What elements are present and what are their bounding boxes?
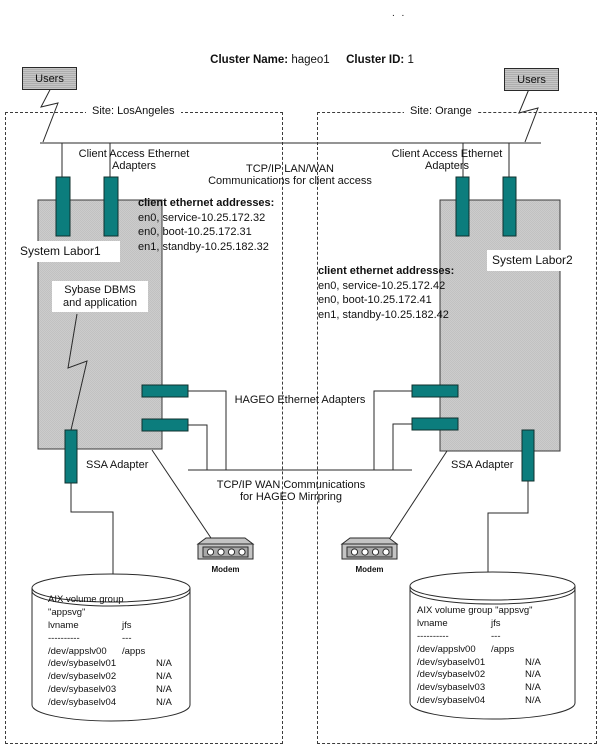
system-box-labor2 (440, 200, 560, 451)
modem-led (207, 549, 213, 555)
ssa-adapter (65, 430, 77, 483)
users-link-bolt-right (519, 89, 538, 142)
modem-top (342, 538, 397, 544)
lv-row: /dev/appslv00 /apps (417, 643, 515, 655)
volume-group-table-left (48, 594, 172, 710)
site-label-orange: Site: Orange (404, 105, 478, 117)
modem-led (351, 549, 357, 555)
disk-header: "appsvg" (48, 606, 86, 618)
modem-led (383, 549, 389, 555)
site-label-losangeles: Site: LosAngeles (86, 105, 181, 117)
cluster-id-value: 1 (407, 54, 414, 66)
address-line: en0, service-10.25.172.42 (318, 279, 446, 292)
cluster-name-value: hageo1 (291, 54, 330, 66)
lv-row: /dev/sybaselv02 N/A (48, 671, 172, 683)
hageo-adapter-wire (188, 425, 207, 470)
address-line: en0, boot-10.25.172.41 (318, 294, 432, 306)
disk-header: AIX volume group "appsvg" (417, 605, 533, 616)
cluster-id-label: Cluster ID: (346, 54, 405, 66)
modem-led (362, 549, 368, 555)
modem-led (372, 549, 378, 555)
ssa-adapter (522, 430, 534, 481)
lv-row: /dev/sybaselv04 N/A (417, 695, 541, 707)
modem-top (198, 538, 253, 544)
sybase-app-label: Sybase DBMS and application (52, 281, 148, 312)
disk-columns: lvname jfs (417, 617, 501, 629)
lv-row: /dev/sybaselv01 N/A (48, 658, 172, 670)
address-line: en0, boot-10.25.172.31 (138, 226, 252, 238)
modem-link-right (388, 451, 447, 541)
users-label: Users (35, 72, 64, 85)
lv-row: /dev/sybaselv02 N/A (417, 669, 541, 681)
client-adapters-label-left: Client Access Ethernet Adapters (78, 148, 190, 172)
client-addresses-right (318, 264, 454, 322)
ssa-disk-wire-left (71, 483, 113, 578)
ssa-adapter-label-right: SSA Adapter (451, 459, 514, 471)
ssa-disk-wire-right (488, 481, 528, 578)
address-line: en1, standby-10.25.182.42 (318, 308, 449, 321)
disk-columns: lvname jfs (48, 619, 132, 631)
client-ethernet-adapter (56, 177, 70, 236)
client-addresses-left (138, 196, 274, 254)
client-ethernet-adapter (456, 177, 469, 236)
users-box-left (22, 67, 77, 90)
cluster-name-label: Cluster Name: (210, 54, 289, 66)
stray-dots: . . (392, 8, 407, 19)
lv-row: /dev/sybaselv04 N/A (48, 697, 172, 709)
lv-row: /dev/sybaselv03 N/A (48, 684, 172, 696)
disk-header: AIX volume group (48, 594, 124, 605)
users-label: Users (517, 73, 546, 86)
modem-label-left: Modem (211, 565, 240, 574)
hageo-adapters-label: HAGEO Ethernet Adapters (234, 394, 366, 406)
address-line: en0, service-10.25.172.32 (138, 211, 266, 224)
ssa-adapter-label-left: SSA Adapter (86, 459, 149, 471)
lan-wan-label: TCP/IP LAN/WAN Communications for client access (208, 163, 372, 187)
modem-device-left (198, 538, 253, 559)
client-ethernet-adapter (503, 177, 516, 236)
hageo-ethernet-adapter (142, 419, 188, 431)
system-labor2-label: System Labor2 (487, 250, 585, 271)
disk-top (410, 572, 575, 600)
client-ethernet-adapter (104, 177, 118, 236)
hageo-ethernet-adapter (412, 418, 458, 430)
users-box-right (504, 68, 559, 91)
system-labor1-label: System Labor1 (16, 241, 120, 262)
addresses-title: client ethernet addresses: (318, 265, 455, 277)
addresses-title: client ethernet addresses: (138, 197, 275, 209)
disk-divider: ---------- --- (417, 630, 501, 642)
users-link-bolt-left (41, 84, 58, 142)
cluster-title (12, 54, 600, 66)
hageo-adapter-wire (393, 424, 412, 470)
disk-divider: ---------- --- (48, 632, 132, 644)
modem-led (239, 549, 245, 555)
lv-row: /dev/appslv00 /apps (48, 645, 146, 657)
client-adapters-label-right: Client Access Ethernet Adapters (391, 148, 503, 172)
modem-led (228, 549, 234, 555)
lv-row: /dev/sybaselv03 N/A (417, 682, 541, 694)
hageo-ethernet-adapter (142, 385, 188, 397)
volume-group-table-right (417, 605, 541, 708)
wan-mirroring-label: TCP/IP WAN Communications for HAGEO Mirrpring (216, 479, 366, 503)
modem-label-right: Modem (355, 565, 384, 574)
lv-row: /dev/sybaselv01 N/A (417, 656, 541, 668)
modem-device-right (342, 538, 397, 559)
modem-led (218, 549, 224, 555)
address-line: en1, standby-10.25.182.32 (138, 240, 269, 253)
hageo-ethernet-adapter (412, 385, 458, 397)
